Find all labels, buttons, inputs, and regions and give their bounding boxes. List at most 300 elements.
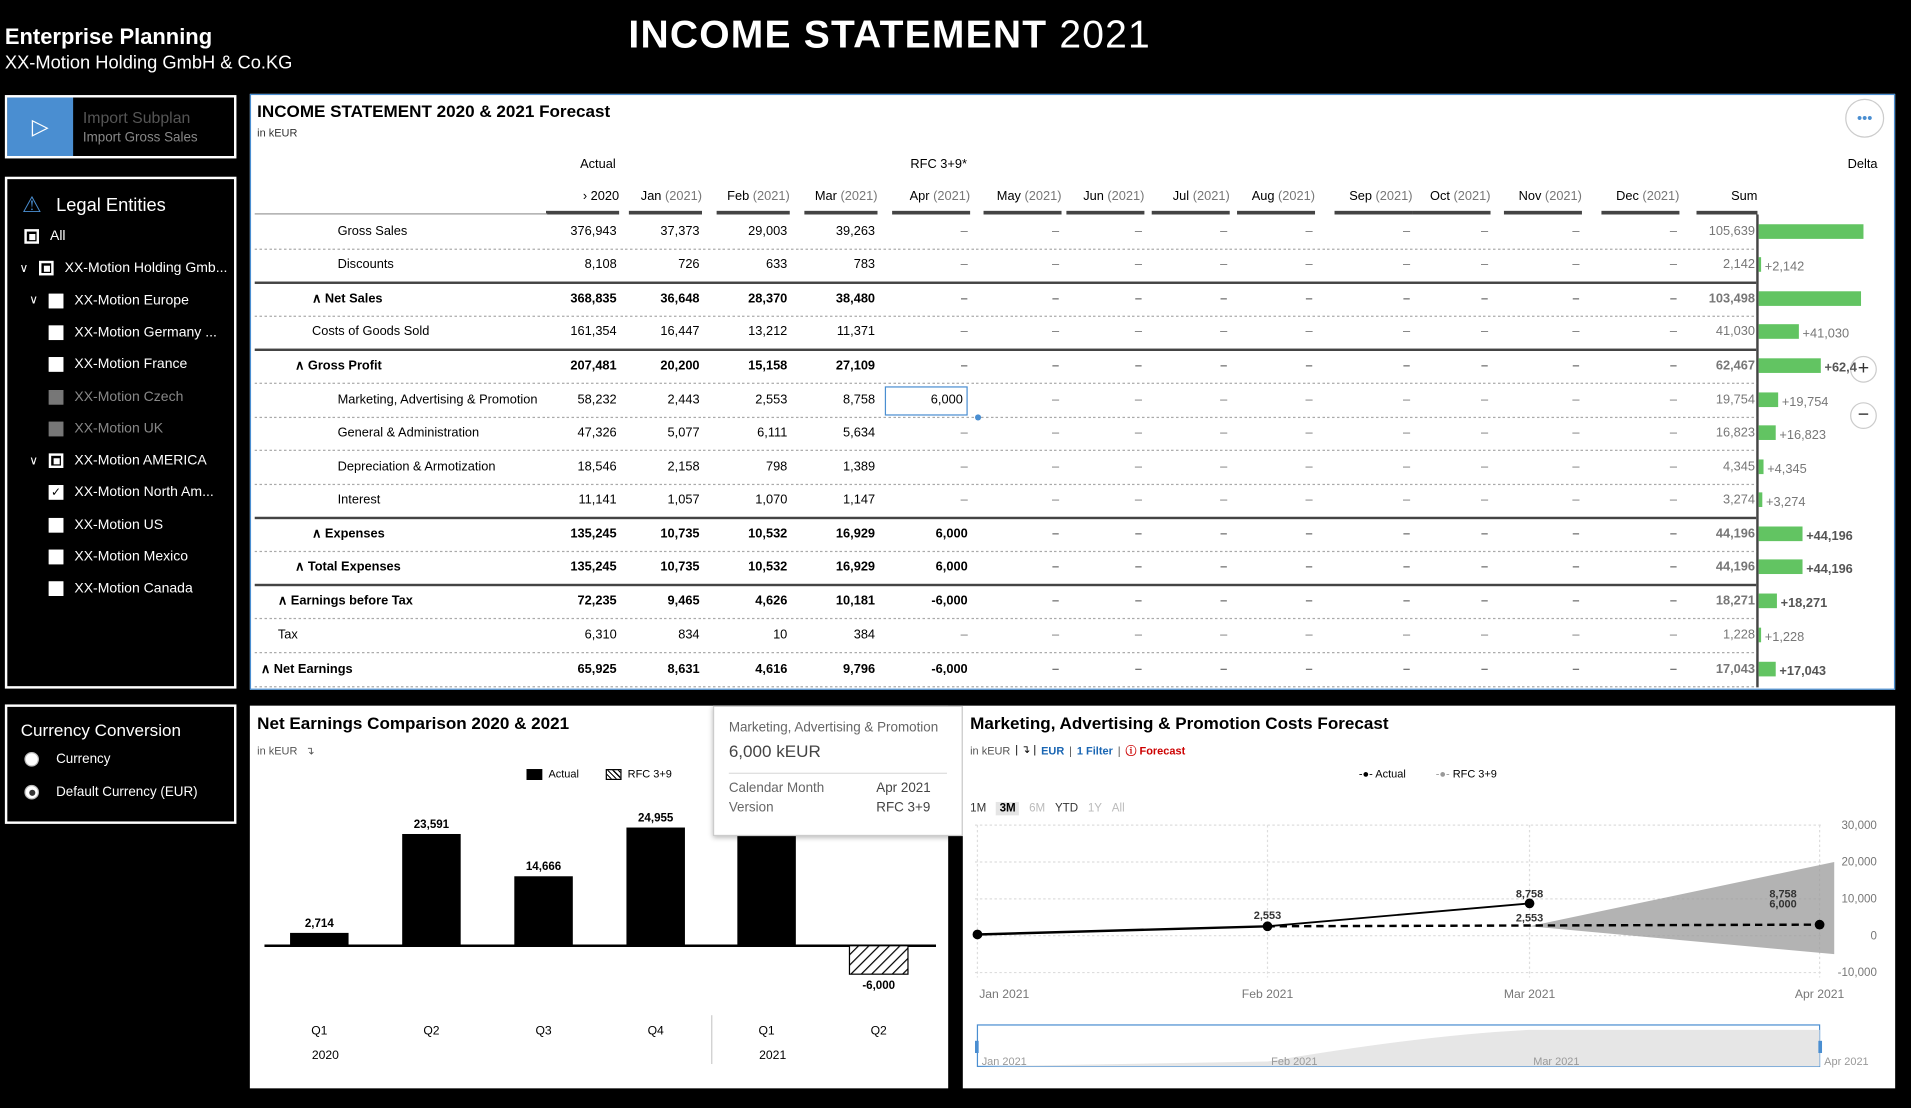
table-cell[interactable]: – <box>1572 627 1580 643</box>
table-cell: 103,498 <box>1708 291 1755 306</box>
table-cell[interactable]: – <box>1402 627 1411 643</box>
table-cell[interactable]: – <box>1051 257 1060 272</box>
table-cell[interactable]: – <box>1134 492 1142 507</box>
navigator-handle-right[interactable] <box>1818 1041 1822 1053</box>
table-cell[interactable]: – <box>960 459 968 475</box>
table-cell: 72,235 <box>577 593 617 609</box>
table-cell: 5,077 <box>667 425 700 440</box>
table-cell: 37,373 <box>660 224 700 239</box>
table-cell: 16,447 <box>660 324 700 339</box>
checkbox[interactable] <box>49 325 64 340</box>
range-button[interactable]: 3M <box>996 802 1019 815</box>
table-cell[interactable]: – <box>1402 459 1411 475</box>
table-cell[interactable]: – <box>1051 224 1060 239</box>
chevron-up-icon[interactable]: ∧ <box>312 526 325 542</box>
marketing-costs-chart <box>963 706 1895 1089</box>
legal-entity-item[interactable] <box>49 322 217 344</box>
checkbox[interactable] <box>39 261 54 276</box>
table-cell[interactable]: – <box>1220 324 1228 339</box>
table-cell[interactable]: – <box>1051 459 1060 475</box>
table-cell[interactable]: – <box>1051 324 1060 339</box>
table-cell[interactable]: – <box>1134 425 1142 440</box>
table-cell[interactable]: – <box>1669 559 1677 575</box>
row-label-text: Gross Profit <box>307 358 382 373</box>
table-cell[interactable]: 6,000 <box>935 526 968 542</box>
row-label[interactable] <box>295 358 382 373</box>
table-cell[interactable]: – <box>1305 392 1313 408</box>
bar-mark[interactable] <box>849 946 908 974</box>
table-cell[interactable]: – <box>1572 358 1580 373</box>
table-cell: 44,196 <box>1715 526 1755 542</box>
table-cell[interactable]: – <box>1669 257 1677 272</box>
delta-bar <box>1759 594 1777 609</box>
delta-bar <box>1759 662 1776 677</box>
delta-bar <box>1759 527 1803 542</box>
checkbox[interactable] <box>49 582 64 597</box>
table-cell[interactable]: – <box>1402 291 1411 306</box>
row-label[interactable] <box>312 527 385 542</box>
row-label[interactable] <box>261 662 353 677</box>
row-label[interactable] <box>295 559 401 574</box>
currency-conversion-panel <box>5 704 237 823</box>
table-cell[interactable]: – <box>1305 627 1313 643</box>
group-label: 2021 <box>759 1048 787 1063</box>
warning-icon: ⚠ <box>21 192 42 217</box>
table-cell[interactable]: – <box>1669 224 1677 239</box>
delta-label: +62,4 <box>1824 360 1857 376</box>
column-month: Jan <box>640 188 662 204</box>
table-cell[interactable]: – <box>1669 661 1677 677</box>
table-cell[interactable]: – <box>1572 392 1580 408</box>
table-cell[interactable]: – <box>1480 492 1489 507</box>
column-header-underline <box>1237 211 1315 215</box>
checkbox[interactable] <box>49 357 64 372</box>
table-cell[interactable]: – <box>1669 392 1677 408</box>
navigator-handle-left[interactable] <box>975 1041 979 1053</box>
bar-mark[interactable] <box>737 828 796 945</box>
bar-data-label: 23,591 <box>413 818 450 831</box>
table-cell[interactable]: – <box>1305 559 1313 575</box>
category-tick-label: Q3 <box>535 1023 552 1038</box>
row-separator <box>255 551 1757 552</box>
delta-bar <box>1759 392 1779 407</box>
table-cell: 6,111 <box>757 425 788 440</box>
legal-entity-item[interactable] <box>29 290 189 312</box>
table-cell[interactable]: – <box>1134 291 1142 306</box>
table-cell[interactable]: – <box>1402 425 1411 440</box>
chevron-down-icon[interactable]: ∨ <box>19 261 29 276</box>
collapse-button[interactable] <box>1850 402 1877 429</box>
table-cell[interactable]: – <box>1134 661 1142 677</box>
table-cell[interactable]: – <box>1134 559 1142 575</box>
legal-entity-label: XX-Motion US <box>74 517 164 533</box>
table-cell[interactable]: – <box>1402 358 1411 373</box>
table-cell[interactable]: – <box>1480 661 1489 677</box>
row-label-text: Depreciation & Armotization <box>337 459 496 475</box>
table-cell[interactable]: – <box>1220 492 1228 507</box>
table-cell[interactable]: – <box>1305 358 1313 373</box>
table-cell: 39,263 <box>835 224 876 239</box>
table-cell[interactable]: – <box>960 291 968 306</box>
table-cell[interactable]: – <box>1134 593 1142 609</box>
table-cell[interactable]: – <box>1572 459 1580 475</box>
column-month: Apr <box>909 188 930 204</box>
checkbox[interactable] <box>24 229 39 244</box>
point-data-label: 2,553 <box>1515 912 1544 925</box>
row-separator <box>255 618 1757 619</box>
range-button[interactable]: 1M <box>970 801 987 816</box>
table-cell[interactable]: – <box>1051 425 1060 440</box>
data-point[interactable] <box>973 930 983 940</box>
row-separator <box>255 349 1757 351</box>
radio-currency[interactable] <box>24 752 110 767</box>
navigator-label: Jan 2021 <box>981 1056 1027 1069</box>
data-point[interactable] <box>1263 921 1273 931</box>
delta-label: +17,043 <box>1779 664 1826 679</box>
hierarchy-icon: | ↴ | <box>1015 743 1037 756</box>
table-cell[interactable]: – <box>1220 559 1228 575</box>
table-cell[interactable]: – <box>1402 559 1411 575</box>
table-cell[interactable]: – <box>1051 627 1060 643</box>
page-title <box>0 12 1779 57</box>
table-cell[interactable]: – <box>1480 425 1489 440</box>
checkbox[interactable] <box>49 453 64 468</box>
column-header-underline <box>717 211 790 215</box>
table-cell[interactable]: – <box>1572 526 1580 542</box>
table-cell[interactable]: – <box>1480 224 1489 239</box>
table-cell[interactable]: – <box>960 358 968 373</box>
tooltip-value: 6,000 kEUR <box>728 741 821 761</box>
table-cell[interactable]: – <box>1134 358 1142 373</box>
table-cell[interactable]: – <box>1572 492 1580 507</box>
delta-bar <box>1759 559 1803 574</box>
column-month: Oct <box>1430 188 1450 204</box>
table-cell[interactable]: – <box>1305 593 1313 609</box>
column-year: (2021) <box>1642 188 1680 204</box>
column-month: Jul <box>1172 188 1190 204</box>
row-separator <box>255 316 1757 317</box>
table-cell[interactable]: – <box>1220 358 1228 373</box>
table-cell[interactable]: – <box>1669 358 1677 373</box>
table-cell[interactable]: – <box>1572 257 1580 272</box>
table-cell[interactable]: – <box>1669 291 1677 306</box>
radio-icon <box>24 752 39 767</box>
row-label <box>338 459 496 474</box>
legend-actual-label: Actual <box>548 767 579 780</box>
point-data-label: 8,758 <box>1769 888 1797 901</box>
filter-link[interactable]: 1 Filter <box>1076 744 1113 757</box>
legal-entity-item[interactable] <box>49 354 188 376</box>
table-cell: 13,212 <box>748 324 788 339</box>
data-point[interactable] <box>1815 920 1825 930</box>
table-cell[interactable]: – <box>1480 392 1489 408</box>
table-cell: 4,345 <box>1722 459 1755 475</box>
table-cell[interactable]: – <box>1669 526 1677 542</box>
tooltip-key-month: Calendar Month <box>728 781 825 796</box>
table-cell[interactable]: – <box>1572 559 1580 575</box>
column-year: (2021) <box>1192 188 1230 204</box>
delta-bar <box>1759 324 1799 339</box>
table-cell: 18,271 <box>1715 593 1755 609</box>
bar-mark[interactable] <box>626 828 685 946</box>
table-cell: 10 <box>773 627 788 643</box>
table-cell[interactable]: – <box>1134 627 1142 643</box>
table-cell[interactable]: – <box>1402 392 1411 408</box>
point-data-label: 6,000 <box>1769 898 1797 911</box>
table-cell[interactable]: – <box>1134 224 1142 239</box>
legend-actual-marker: -●- <box>1358 767 1373 780</box>
table-cell: 38,480 <box>835 291 876 306</box>
delta-label: +44,196 <box>1806 528 1853 544</box>
column-year: (2021) <box>933 188 971 204</box>
table-cell[interactable]: – <box>1051 526 1060 542</box>
table-cell[interactable]: – <box>1669 324 1677 339</box>
row-label-text: Tax <box>277 627 298 643</box>
chevron-up-icon[interactable]: ∧ <box>312 291 325 306</box>
table-cell[interactable]: – <box>1051 358 1060 373</box>
table-cell[interactable]: – <box>1402 224 1411 239</box>
legal-entity-item[interactable] <box>49 386 184 408</box>
y-tick-label: 30,000 <box>1841 819 1877 832</box>
table-cell[interactable]: -6,000 <box>931 661 968 677</box>
chevron-up-icon[interactable]: ∧ <box>277 593 291 609</box>
table-cell[interactable]: – <box>1134 526 1142 542</box>
chevron-up-icon[interactable]: ∧ <box>260 661 274 677</box>
column-month: Jun <box>1083 188 1104 204</box>
table-cell[interactable]: – <box>1305 224 1313 239</box>
checkbox[interactable] <box>49 518 64 533</box>
bar-mark[interactable] <box>402 834 461 946</box>
play-icon: ▷ <box>31 113 49 139</box>
category-tick-label: Q2 <box>423 1023 440 1038</box>
chevron-down-icon[interactable]: ∨ <box>29 293 39 308</box>
table-cell[interactable]: – <box>960 257 968 272</box>
column-header-underline <box>1697 211 1758 215</box>
plus-icon: + <box>1857 358 1870 380</box>
table-cell[interactable]: – <box>1669 425 1677 440</box>
delta-bar <box>1759 358 1821 373</box>
table-cell[interactable]: 6,000 <box>935 559 968 575</box>
table-cell[interactable]: – <box>1134 324 1142 339</box>
table-cell[interactable]: – <box>1669 593 1677 609</box>
table-cell: 11,371 <box>836 324 876 339</box>
legal-entities-panel <box>5 177 237 689</box>
table-cell[interactable]: – <box>1480 257 1489 272</box>
table-cell[interactable]: – <box>1220 661 1228 677</box>
column-header-underline <box>892 211 970 215</box>
more-icon: ••• <box>1856 109 1873 127</box>
column-header[interactable] <box>1636 189 1758 204</box>
x-tick-label: Apr 2021 <box>1794 987 1845 1002</box>
table-cell[interactable]: – <box>1220 425 1228 440</box>
column-year: (2021) <box>664 188 702 204</box>
table-cell: 47,326 <box>577 425 617 440</box>
delta-bar <box>1759 628 1761 643</box>
chevron-up-icon[interactable]: ∧ <box>294 559 308 575</box>
delta-label: +44,196 <box>1806 561 1853 577</box>
checkbox[interactable]: ✓ <box>49 486 64 501</box>
table-cell[interactable]: – <box>1480 627 1489 643</box>
table-cell[interactable]: – <box>1220 459 1228 475</box>
table-cell[interactable]: – <box>1572 224 1580 239</box>
page-title-year: 2021 <box>1059 12 1151 57</box>
row-label[interactable] <box>278 594 413 609</box>
table-cell[interactable]: – <box>1480 291 1489 306</box>
table-cell[interactable]: – <box>1220 291 1228 306</box>
table-cell[interactable]: – <box>1480 526 1489 542</box>
legal-entity-item[interactable] <box>29 450 207 472</box>
import-play-button[interactable] <box>7 98 73 157</box>
table-cell[interactable]: – <box>1051 661 1060 677</box>
table-cell[interactable]: – <box>1134 257 1142 272</box>
currency-link[interactable]: EUR <box>1041 744 1065 757</box>
table-cell[interactable]: – <box>1305 425 1313 440</box>
table-cell: 726 <box>678 257 700 272</box>
table-cell[interactable]: – <box>1305 257 1313 272</box>
table-cell[interactable]: – <box>1669 459 1677 475</box>
legal-entity-label: All <box>49 229 66 244</box>
table-cell[interactable]: – <box>1305 291 1313 306</box>
chevron-right-icon[interactable]: › <box>582 188 591 204</box>
row-label[interactable] <box>312 291 383 306</box>
x-tick-label: Feb 2021 <box>1241 987 1294 1002</box>
bar-mark[interactable] <box>514 876 573 945</box>
table-cell[interactable]: – <box>1305 526 1313 542</box>
table-cell: 4,626 <box>755 593 788 609</box>
group-rfc-label: RFC 3+9 <box>910 157 962 172</box>
table-cell[interactable]: – <box>1402 593 1411 609</box>
table-cell: 16,929 <box>835 526 876 542</box>
table-cell[interactable]: – <box>960 492 968 507</box>
table-cell[interactable]: – <box>1305 492 1313 507</box>
table-cell[interactable]: – <box>1305 661 1313 677</box>
table-cell[interactable]: – <box>1402 526 1411 542</box>
range-button[interactable]: 1Y <box>1087 801 1103 816</box>
chart-unit: in kEUR <box>970 744 1011 757</box>
selected-cell[interactable]: 6,000 <box>885 386 968 415</box>
category-tick-label: Q4 <box>647 1023 664 1038</box>
table-cell[interactable]: – <box>1402 257 1411 272</box>
hierarchy-icon: ↴ <box>305 744 315 757</box>
table-cell[interactable]: – <box>1669 627 1677 643</box>
table-cell[interactable]: – <box>1572 661 1580 677</box>
more-options-button[interactable] <box>1845 99 1884 138</box>
table-cell[interactable]: – <box>1480 358 1489 373</box>
table-cell[interactable]: – <box>1220 593 1228 609</box>
table-cell[interactable]: – <box>960 324 968 339</box>
table-cell[interactable]: – <box>960 224 968 239</box>
table-cell[interactable]: – <box>1480 559 1489 575</box>
table-cell[interactable]: -6,000 <box>931 593 968 609</box>
table-cell: 10,532 <box>748 526 788 542</box>
checkbox[interactable] <box>49 421 64 436</box>
table-cell[interactable]: – <box>1051 559 1060 575</box>
tooltip-value-version: RFC 3+9 <box>876 800 931 816</box>
column-year: (2021) <box>1107 188 1145 204</box>
checkbox[interactable] <box>49 293 64 308</box>
table-cell[interactable]: – <box>1051 492 1060 507</box>
delta-bar <box>1759 224 1864 239</box>
table-cell[interactable]: – <box>1402 324 1411 339</box>
delta-bar <box>1759 425 1776 440</box>
cell-resize-handle[interactable] <box>975 414 981 420</box>
legal-entity-item[interactable] <box>49 482 214 504</box>
legal-entity-item[interactable] <box>20 258 228 280</box>
table-cell[interactable]: – <box>1220 392 1228 408</box>
table-cell[interactable]: – <box>1220 627 1228 643</box>
range-button[interactable]: 6M <box>1029 801 1046 816</box>
x-tick-label: Jan 2021 <box>979 987 1030 1002</box>
row-label-text: Interest <box>337 492 381 507</box>
radio-default-currency[interactable] <box>24 785 197 800</box>
row-label <box>278 628 298 643</box>
table-cell[interactable]: – <box>1051 392 1060 408</box>
table-cell[interactable]: – <box>1134 392 1142 408</box>
checkbox[interactable] <box>49 550 64 565</box>
row-label-text: Net Sales <box>324 291 383 306</box>
radio-selected-icon <box>24 785 39 800</box>
bar-mark[interactable] <box>290 933 349 946</box>
legal-entity-item[interactable] <box>49 514 163 536</box>
chevron-up-icon[interactable]: ∧ <box>294 358 308 373</box>
table-cell[interactable]: – <box>1572 291 1580 306</box>
table-cell[interactable]: – <box>1051 593 1060 609</box>
table-cell[interactable]: – <box>1572 593 1580 609</box>
legal-entity-item[interactable] <box>49 546 188 568</box>
chevron-down-icon[interactable]: ∨ <box>29 454 39 468</box>
table-cell[interactable]: – <box>960 627 968 643</box>
table-cell[interactable]: – <box>1220 257 1228 272</box>
legal-entity-item[interactable] <box>49 578 193 600</box>
table-cell[interactable]: – <box>1220 224 1228 239</box>
legal-entities-title: Legal Entities <box>56 195 166 216</box>
column-month: Sum <box>1731 188 1758 204</box>
legal-entity-item[interactable] <box>49 418 163 440</box>
table-cell: 5,634 <box>843 425 876 440</box>
table-cell[interactable]: – <box>1572 425 1580 440</box>
income-statement-table <box>250 94 1895 690</box>
table-cell[interactable]: – <box>1480 459 1489 475</box>
navigator-label: Feb 2021 <box>1271 1056 1318 1069</box>
table-cell[interactable]: – <box>1305 324 1313 339</box>
table-cell[interactable]: – <box>1480 324 1489 339</box>
checkbox[interactable] <box>49 389 64 404</box>
table-cell: 16,929 <box>835 559 876 575</box>
table-cell[interactable]: – <box>1480 593 1489 609</box>
table-cell[interactable]: – <box>1134 459 1142 475</box>
table-cell[interactable]: – <box>1305 459 1313 475</box>
table-cell[interactable]: – <box>1669 492 1677 507</box>
column-header-underline <box>1335 211 1413 215</box>
navigator-label: Apr 2021 <box>1824 1056 1869 1069</box>
table-cell[interactable]: – <box>1572 324 1580 339</box>
delta-bar <box>1759 257 1761 272</box>
group-rfc-header: RFC 3+9* <box>910 157 967 172</box>
table-cell[interactable]: – <box>1402 492 1411 507</box>
table-cell[interactable]: – <box>1051 291 1060 306</box>
range-button[interactable]: YTD <box>1054 801 1079 816</box>
table-cell: 10,735 <box>660 526 700 542</box>
table-cell[interactable]: – <box>1220 526 1228 542</box>
row-label <box>338 492 381 507</box>
table-cell[interactable]: – <box>1402 661 1411 677</box>
row-separator <box>255 282 1757 284</box>
table-cell: 633 <box>765 257 788 272</box>
legal-entity-item[interactable] <box>24 225 65 247</box>
table-cell[interactable]: – <box>960 425 968 440</box>
column-month: 2020 <box>590 188 620 204</box>
range-button[interactable]: All <box>1111 801 1125 816</box>
